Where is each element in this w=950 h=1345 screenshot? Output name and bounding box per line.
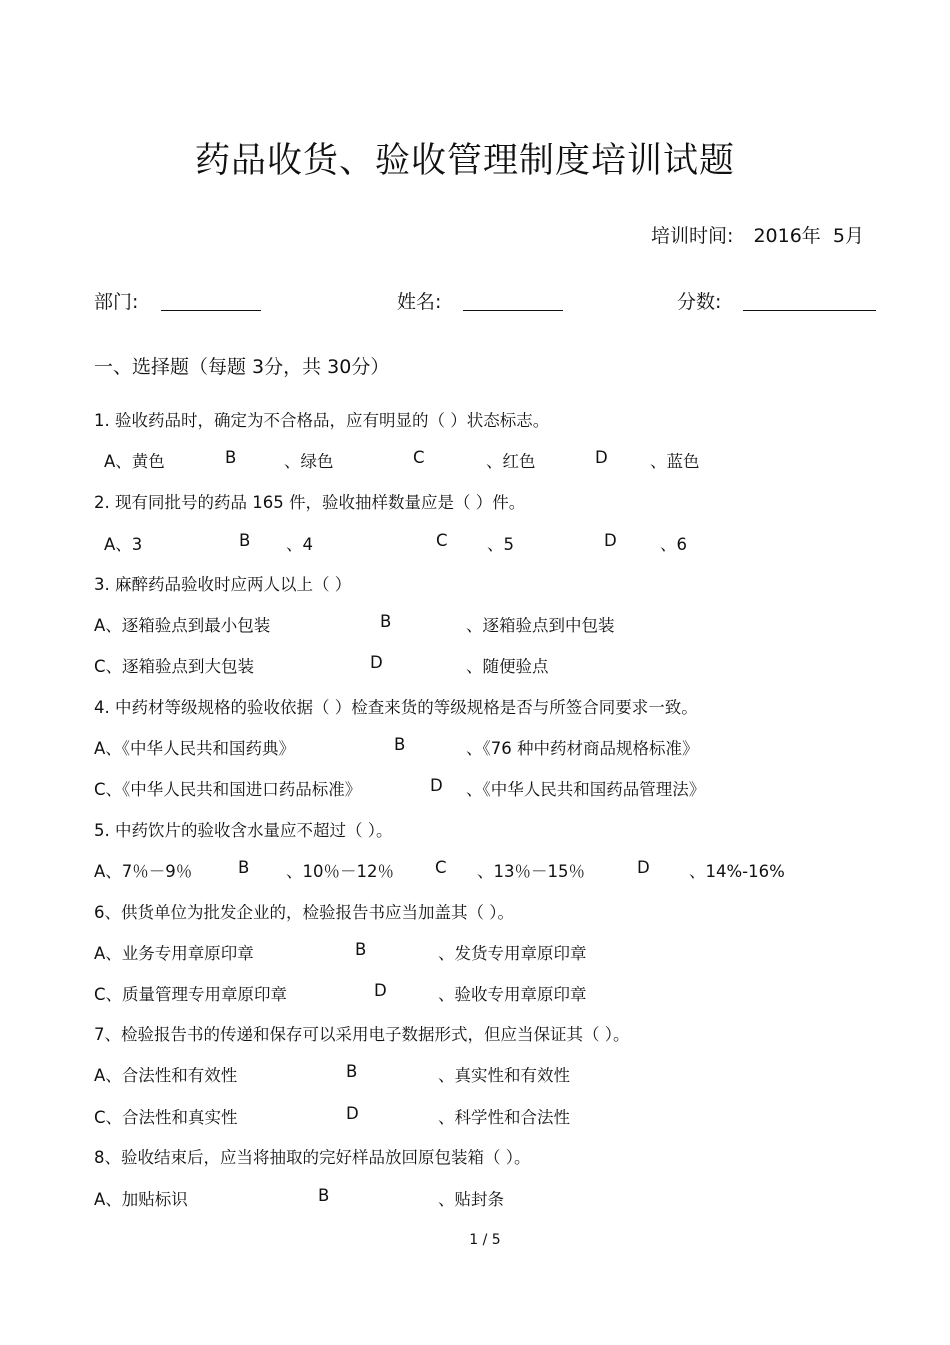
q6-option-c[interactable]: C、质量管理专用章原印章 [94,985,288,1004]
training-time-month: 5月 [832,225,864,247]
q3-option-a[interactable]: A、逐箱验点到最小包装 [94,616,271,635]
q5-option-c-letter[interactable]: C [435,858,447,877]
q7-option-c[interactable]: C、合法性和真实性 [94,1108,238,1127]
q7-option-b-letter[interactable]: B [346,1062,358,1081]
q5-option-d-letter[interactable]: D [637,858,650,877]
q1-option-d-text[interactable]: 、蓝色 [650,452,700,471]
q3-option-d-letter[interactable]: D [370,653,383,672]
q1-option-b-letter[interactable]: B [225,448,237,467]
q1-option-d-letter[interactable]: D [595,448,608,467]
training-time-label: 培训时间: [651,225,734,247]
q1-option-a[interactable]: A、黄色 [104,452,165,471]
q8-option-a[interactable]: A、加贴标识 [94,1190,188,1209]
q2-option-b-letter[interactable]: B [239,531,251,550]
department-label: 部门: [94,291,139,313]
q2-option-a[interactable]: A、3 [104,535,143,554]
q2-option-c-letter[interactable]: C [436,531,448,550]
q3-option-d-text[interactable]: 、随便验点 [466,657,549,676]
q2-option-c-text[interactable]: 、5 [487,535,514,554]
page-title: 药品收货、验收管理制度培训试题 [194,141,735,181]
q5-option-a[interactable]: A、7％－9％ [94,862,193,881]
q6-option-a[interactable]: A、业务专用章原印章 [94,944,254,963]
q5-option-b-text[interactable]: 、10％－12％ [286,862,394,881]
question-1-stem: 1. 验收药品时，确定为不合格品，应有明显的（ ）状态标志。 [94,411,550,430]
training-time-year: 2016年 [753,225,821,247]
q7-option-a[interactable]: A、合法性和有效性 [94,1066,238,1085]
question-7-stem: 7、检验报告书的传递和保存可以采用电子数据形式，但应当保证其（ ）。 [94,1025,630,1044]
q1-option-c-text[interactable]: 、红色 [486,452,536,471]
q8-option-b-letter[interactable]: B [318,1186,330,1205]
question-8-stem: 8、验收结束后，应当将抽取的完好样品放回原包装箱（ ）。 [94,1148,531,1167]
q4-option-c[interactable]: C、《中华人民共和国进口药品标准》 [94,780,362,799]
question-2-stem: 2. 现有同批号的药品 165 件，验收抽样数量应是（ ）件。 [94,493,526,512]
q6-option-d-letter[interactable]: D [374,981,387,1000]
q2-option-b-text[interactable]: 、4 [286,535,313,554]
q4-option-d-letter[interactable]: D [430,776,443,795]
q4-option-a[interactable]: A、《中华人民共和国药典》 [94,739,296,758]
q5-option-c-text[interactable]: 、13％－15％ [477,862,585,881]
section-title: 一、选择题（每题 3分，共 30分） [94,356,390,378]
question-5-stem: 5. 中药饮片的验收含水量应不超过（ ）。 [94,821,393,840]
q7-option-d-letter[interactable]: D [346,1104,359,1123]
q4-option-b-text[interactable]: 、《76 种中药材商品规格标准》 [466,739,699,758]
q6-option-d-text[interactable]: 、验收专用章原印章 [438,985,587,1004]
q4-option-b-letter[interactable]: B [394,735,406,754]
q1-option-b-text[interactable]: 、绿色 [284,452,334,471]
page-indicator: 1 / 5 [469,1232,501,1248]
q4-option-d-text[interactable]: 、《中华人民共和国药品管理法》 [466,780,706,799]
department-input[interactable] [161,310,261,311]
question-4-stem: 4. 中药材等级规格的验收依据（ ）检查来货的等级规格是否与所签合同要求一致。 [94,698,698,717]
q2-option-d-text[interactable]: 、6 [660,535,687,554]
q8-option-b-text[interactable]: 、贴封条 [438,1190,504,1209]
q5-option-d-text[interactable]: 、14%-16% [689,862,785,881]
question-6-stem: 6、供货单位为批发企业的，检验报告书应当加盖其（ ）。 [94,903,514,922]
q2-option-d-letter[interactable]: D [604,531,617,550]
name-input[interactable] [463,310,563,311]
q5-option-b-letter[interactable]: B [238,858,250,877]
q7-option-d-text[interactable]: 、科学性和合法性 [438,1108,570,1127]
q6-option-b-letter[interactable]: B [355,940,367,959]
q3-option-b-text[interactable]: 、逐箱验点到中包装 [466,616,615,635]
q3-option-c[interactable]: C、逐箱验点到大包装 [94,657,255,676]
name-label: 姓名: [397,291,442,313]
q6-option-b-text[interactable]: 、发货专用章原印章 [438,944,587,963]
question-3-stem: 3. 麻醉药品验收时应两人以上（ ） [94,575,352,594]
training-time [651,221,864,248]
q7-option-b-text[interactable]: 、真实性和有效性 [438,1066,570,1085]
q1-option-c-letter[interactable]: C [413,448,425,467]
score-label: 分数: [677,291,722,313]
q3-option-b-letter[interactable]: B [380,612,392,631]
score-input[interactable] [743,310,876,311]
